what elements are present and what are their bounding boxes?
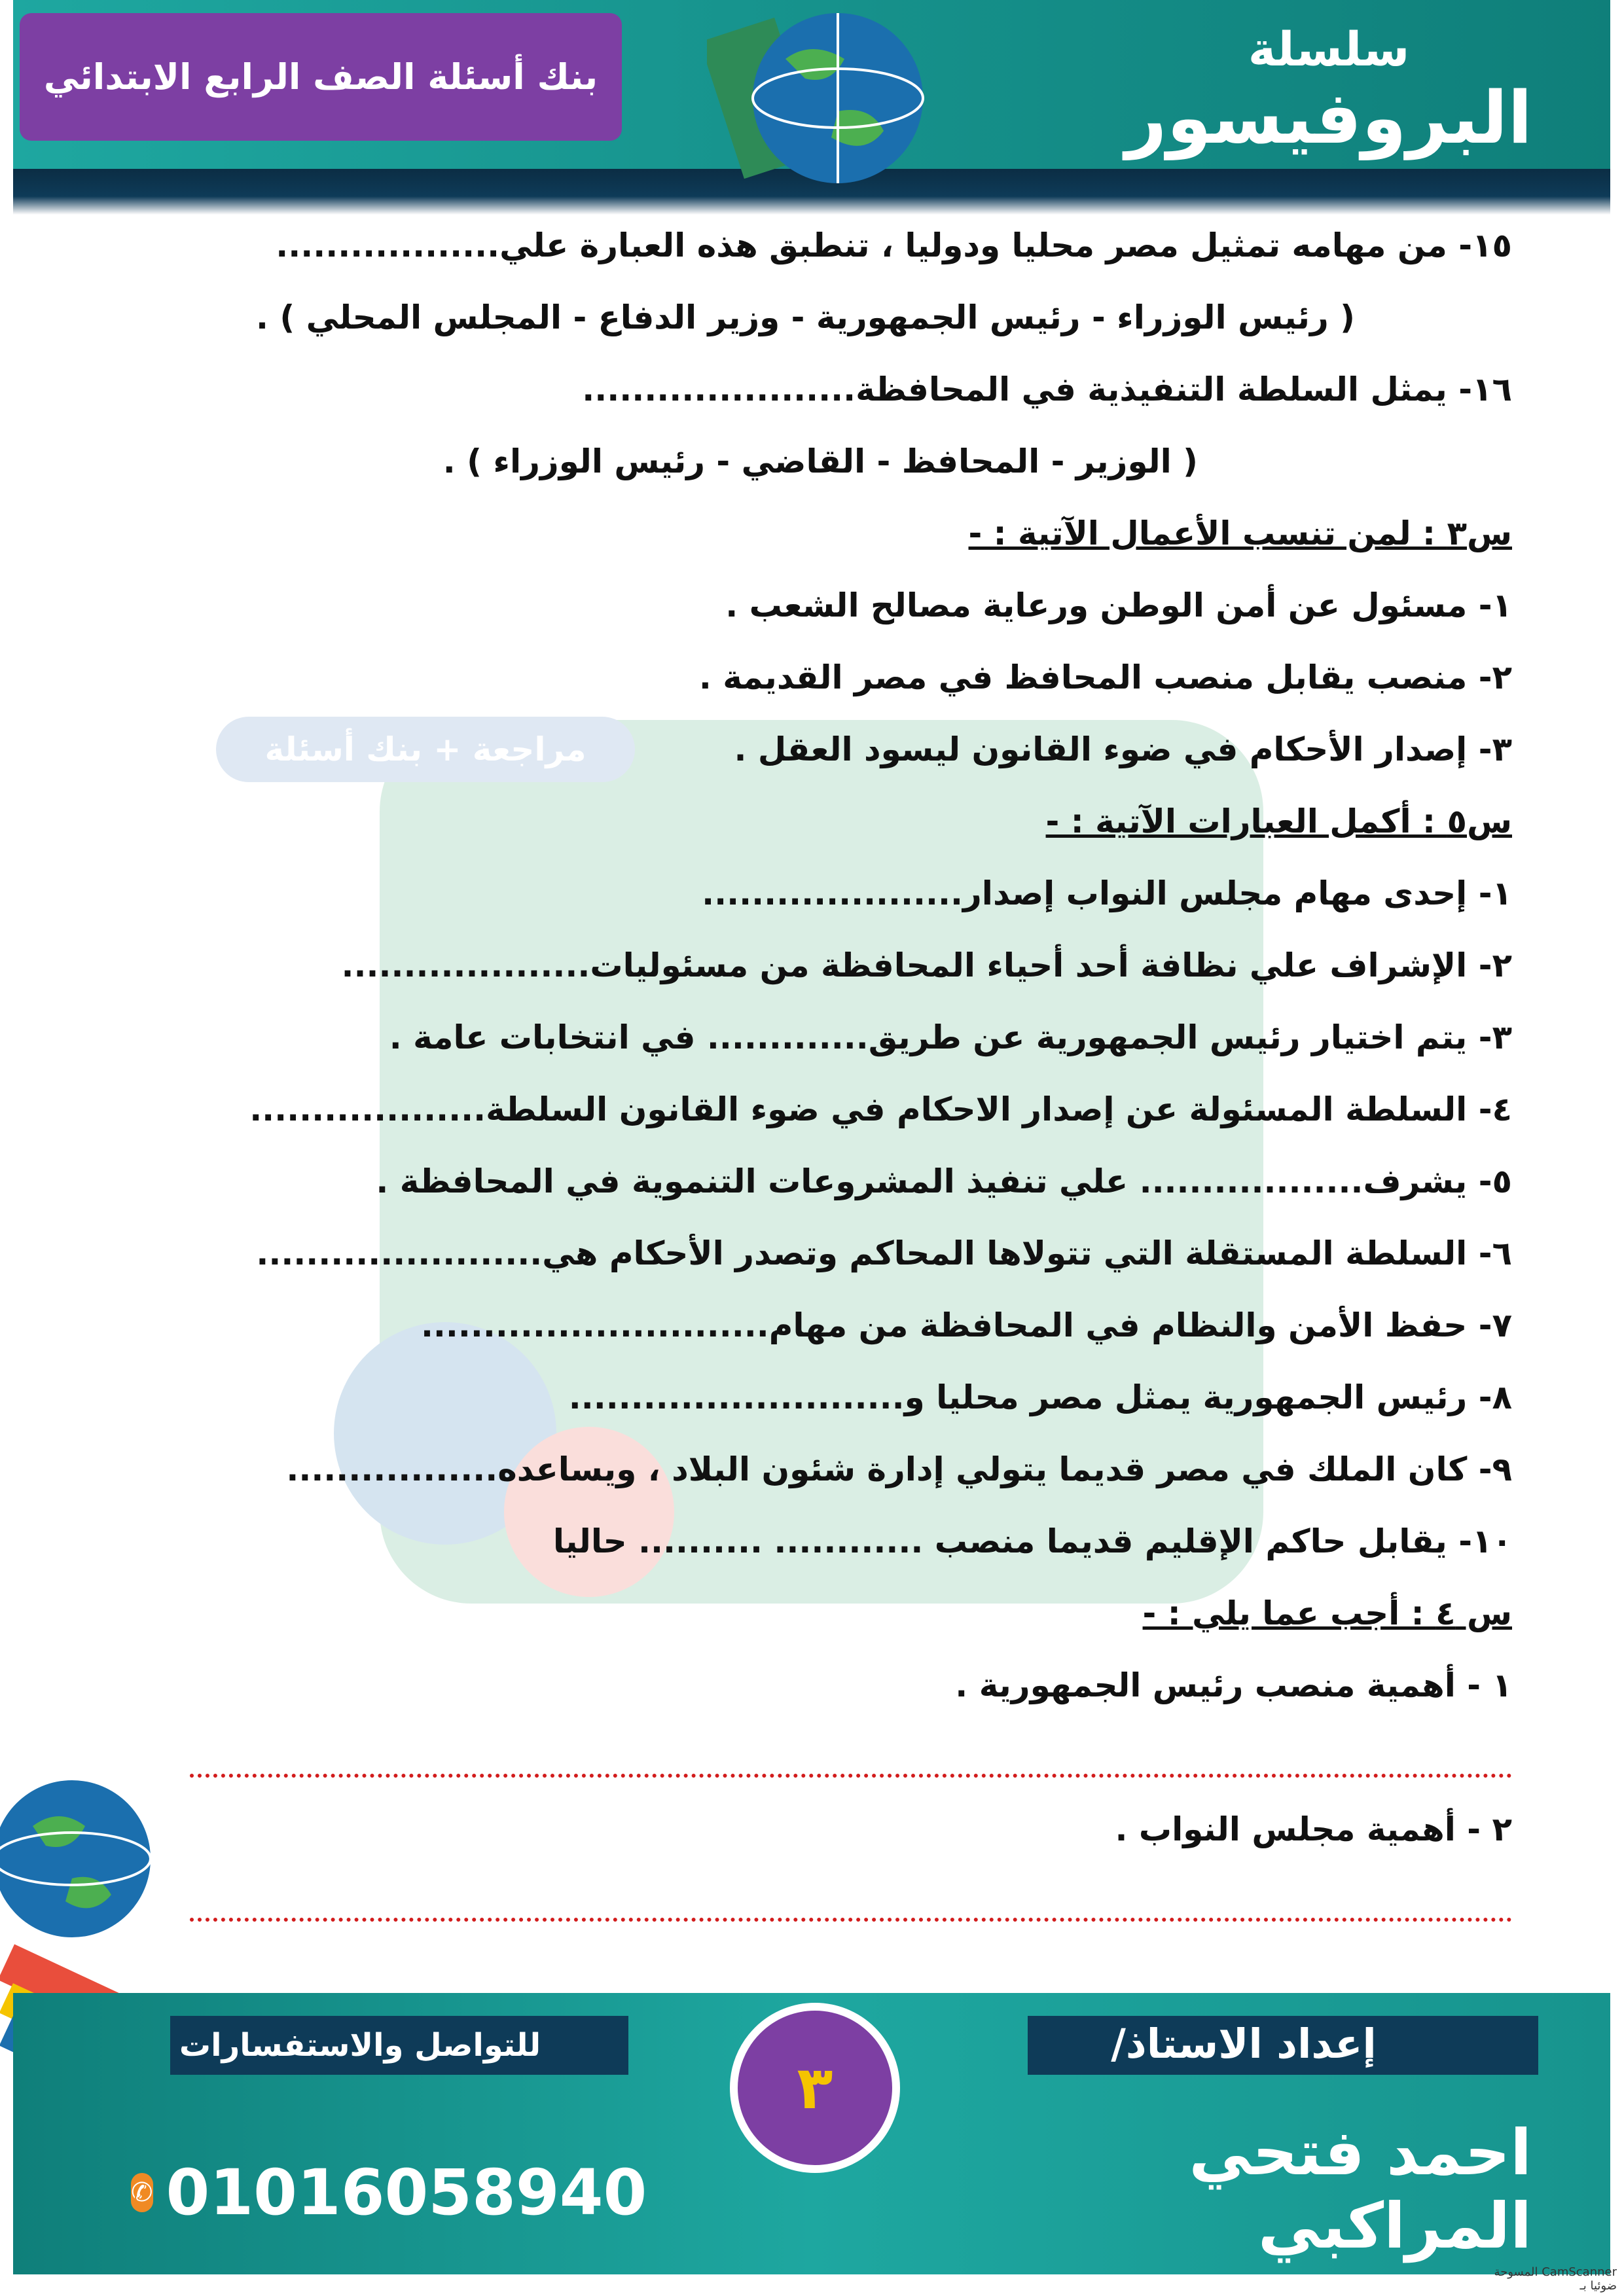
question-line: ٧- حفظ الأمن والنظام في المحافظة من مهام............................ bbox=[420, 1306, 1512, 1344]
question-line: ١- مسئول عن أمن الوطن ورعاية مصالح الشعب . bbox=[725, 586, 1512, 624]
title-box bbox=[20, 13, 622, 141]
question-line: ١ - أهمية منصب رئيس الجمهورية . bbox=[955, 1666, 1512, 1704]
page-footer bbox=[0, 1931, 1624, 2296]
page-title: بنك أسئلة الصف الرابع الابتدائي bbox=[43, 56, 598, 98]
section-heading: س ٤ : أجب عما يلي : - bbox=[1142, 1594, 1512, 1632]
phone-number: 01016058940 bbox=[166, 2156, 647, 2229]
section-heading: س٣ : لمن تنسب الأعمال الآتية : - bbox=[968, 514, 1512, 552]
question-line: ٤- السلطة المسئولة عن إصدار الاحكام في ضوء القانون السلطة................... bbox=[249, 1090, 1512, 1128]
question-line: ١- إحدى مهام مجلس النواب إصدار..................... bbox=[702, 874, 1512, 912]
question-line: ٨- رئيس الجمهورية يمثل مصر محليا و........................... bbox=[568, 1378, 1512, 1416]
brand-logo bbox=[1125, 20, 1532, 160]
page-number-badge bbox=[730, 2003, 900, 2173]
watermark-pill bbox=[216, 717, 635, 782]
page-header bbox=[0, 0, 1624, 216]
brand-line2: البروفيسور bbox=[1125, 76, 1532, 160]
question-line: ١٦- يمثل السلطة التنفيذية في المحافظة...................... bbox=[582, 370, 1512, 408]
phone-icon: ✆ bbox=[131, 2173, 153, 2212]
author-name: احمد فتحي المراكبي bbox=[1189, 2116, 1532, 2263]
question-line: ٥- يشرف.................. علي تنفيذ المشروعات التنموية في المحافظة . bbox=[376, 1162, 1512, 1200]
question-line: ٣- يتم اختيار رئيس الجمهورية عن طريق............. في انتخابات عامة . bbox=[389, 1018, 1512, 1056]
phone-number-block bbox=[131, 2153, 647, 2232]
answer-dotted-line bbox=[190, 1774, 1512, 1778]
question-line: ٩- كان الملك في مصر قديما يتولي إدارة شئون البلاد ، ويساعده................. bbox=[286, 1450, 1512, 1488]
page-number: ٣ bbox=[797, 2053, 833, 2123]
scanner-note: CamScanner المسوحة ضوئيا بـ bbox=[1494, 2265, 1617, 2293]
question-line: ٣- إصدار الأحكام في ضوء القانون ليسود العقل . bbox=[734, 730, 1512, 768]
watermark-pill-text: مراجعة + بنك أسئلة bbox=[264, 730, 586, 768]
question-line: ٢ - أهمية مجلس النواب . bbox=[1115, 1810, 1512, 1848]
globe-icon bbox=[707, 0, 943, 216]
question-line: ١٠- يقابل حاكم الإقليم قديما منصب ............ .......... حاليا bbox=[552, 1522, 1512, 1560]
answer-dotted-line bbox=[190, 1918, 1512, 1922]
contact-label: للتواصل والاستفسارات bbox=[179, 2027, 541, 2064]
section-heading: س٥ : أكمل العبارات الآتية : - bbox=[1045, 802, 1512, 840]
question-line: ٢- الإشراف علي نظافة أحد أحياء المحافظة من مسئوليات.................... bbox=[341, 946, 1512, 984]
prepared-by-label: إعداد الاستاذ/ bbox=[1111, 2020, 1377, 2068]
question-line: ٦- السلطة المستقلة التي تتولاها المحاكم وتصدر الأحكام هي....................... bbox=[256, 1234, 1512, 1272]
choices-line: ( رئيس الوزراء - رئيس الجمهورية - وزير الدفاع - المجلس المحلي ) . bbox=[255, 298, 1355, 336]
question-line: ١٥- من مهامه تمثيل مصر محليا ودوليا ، تنطبق هذه العبارة علي.................. bbox=[276, 226, 1512, 264]
question-line: ٢- منصب يقابل منصب المحافظ في مصر القديمة . bbox=[698, 658, 1512, 696]
brand-line1: سلسلة bbox=[1248, 22, 1410, 77]
choices-line: ( الوزير - المحافظ - القاضي - رئيس الوزراء ) . bbox=[442, 442, 1198, 480]
